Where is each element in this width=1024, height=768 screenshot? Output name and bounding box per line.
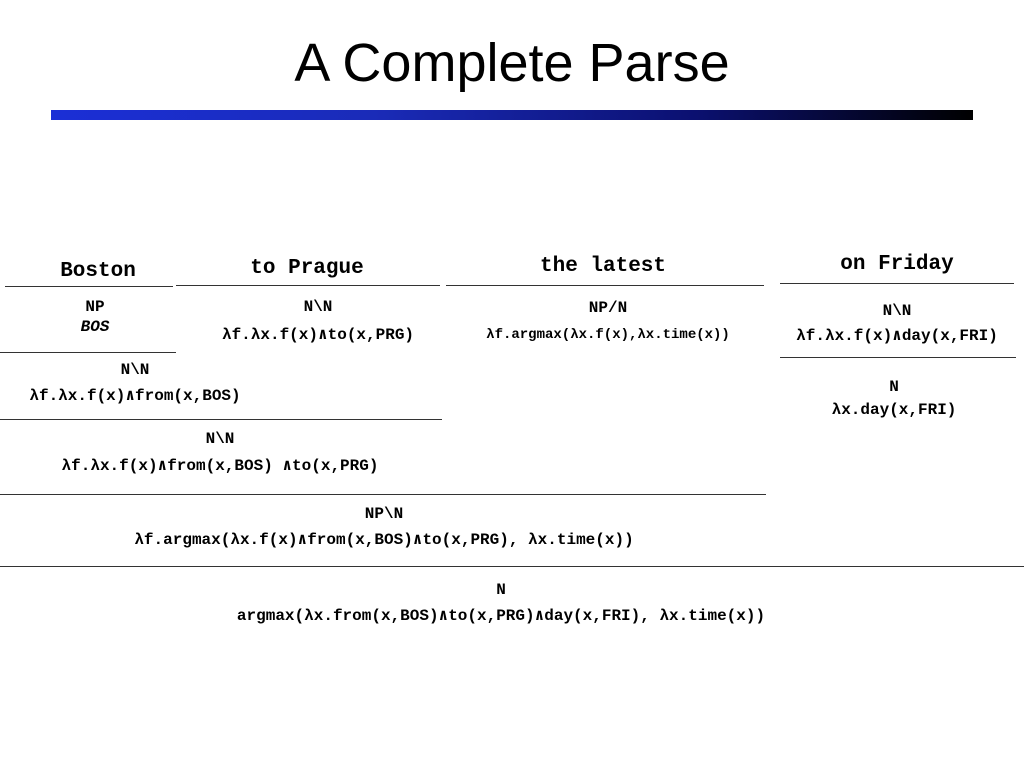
category-friday-applied: N: [889, 378, 899, 396]
semantics-the-latest: λf.argmax(λx.f(x),λx.time(x)): [486, 327, 730, 343]
rule-the-latest: [446, 285, 764, 286]
rule-on-friday: [780, 283, 1014, 284]
category-to-prague: N\N: [303, 298, 333, 316]
category-the-latest: NP/N: [588, 299, 628, 317]
rule-latest-combined: [0, 494, 766, 495]
category-on-friday: N\N: [882, 302, 912, 320]
semantics-latest-combined: λf.argmax(λx.f(x)∧from(x,BOS)∧to(x,PRG), λx.time(x)): [134, 531, 634, 549]
word-on-friday: on Friday: [840, 253, 954, 276]
rule-to-prague: [176, 285, 440, 286]
word-boston: Boston: [60, 260, 136, 283]
category-latest-combined: NP\N: [364, 505, 404, 523]
rule-boston: [5, 286, 173, 287]
rule-boston-typeraise: [0, 352, 176, 353]
category-boston: NP: [85, 298, 105, 316]
slide-title: A Complete Parse: [294, 33, 730, 93]
semantics-friday-applied: λx.day(x,FRI): [831, 401, 957, 419]
category-final: N: [496, 581, 506, 599]
semantics-boston-typeraised: λf.λx.f(x)∧from(x,BOS): [29, 387, 241, 405]
semantics-final: argmax(λx.from(x,BOS)∧to(x,PRG)∧day(x,FRI), λx.time(x)): [236, 607, 766, 625]
category-boston-typeraised: N\N: [120, 361, 150, 379]
semantics-to-prague: λf.λx.f(x)∧to(x,PRG): [221, 326, 415, 344]
rule-boston-to-prague: [0, 419, 442, 420]
word-to-prague: to Prague: [250, 257, 364, 280]
rule-friday-apply: [780, 357, 1016, 358]
semantics-on-friday: λf.λx.f(x)∧day(x,FRI): [796, 327, 998, 345]
title-underline-bar: [51, 110, 973, 120]
word-the-latest: the latest: [539, 255, 667, 278]
semantics-boston-to-prague: λf.λx.f(x)∧from(x,BOS) ∧to(x,PRG): [61, 457, 379, 475]
semantics-boston: BOS: [80, 318, 110, 336]
category-boston-to-prague: N\N: [205, 430, 235, 448]
rule-final: [0, 566, 1024, 567]
